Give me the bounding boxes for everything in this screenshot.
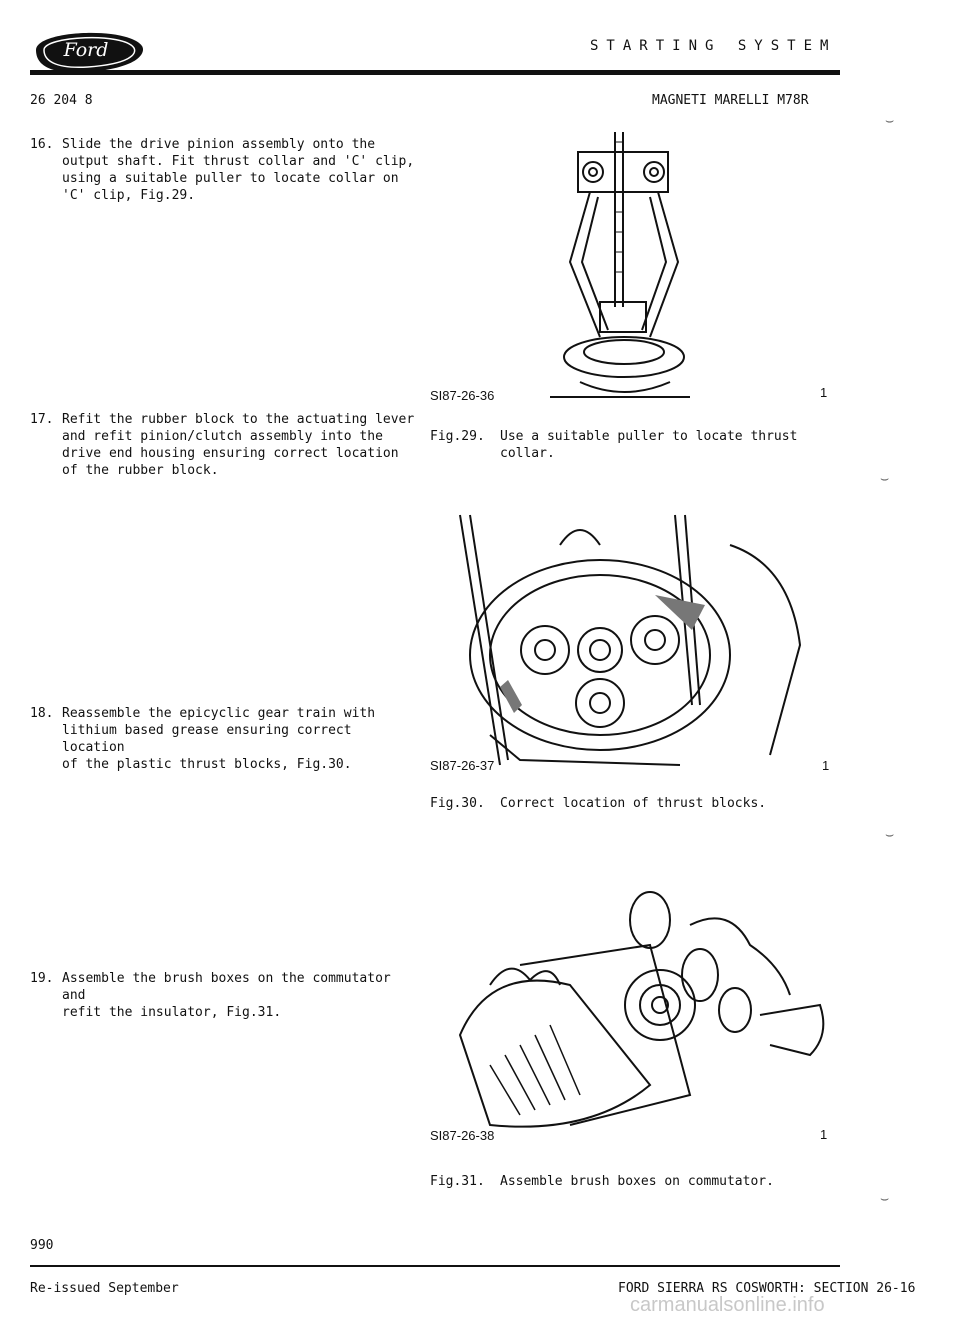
puller-illustration bbox=[430, 112, 730, 402]
caption-text: Correct location of thrust blocks. bbox=[500, 796, 767, 811]
caption-text: Use a suitable puller to locate thrust collar. bbox=[500, 429, 798, 461]
figure-31-illustration bbox=[430, 885, 830, 1139]
caption-number: Fig.30. bbox=[430, 796, 485, 811]
caption-number: Fig.31. bbox=[430, 1174, 485, 1189]
margin-tick: ⌣ bbox=[880, 470, 890, 486]
header-rule bbox=[30, 70, 840, 75]
section-reference: FORD SIERRA RS COSWORTH: SECTION 26-16 bbox=[618, 1281, 916, 1296]
document-number: 26 204 8 bbox=[30, 93, 93, 108]
step-17 bbox=[30, 411, 430, 479]
step-text: Assemble the brush boxes on the commutator and refit the insulator, Fig.31. bbox=[62, 971, 391, 1020]
margin-tick: ⌣ bbox=[880, 1190, 890, 1206]
step-18 bbox=[30, 705, 430, 773]
figure-30-caption bbox=[430, 795, 830, 812]
figure-29-ref: SI87-26-36 bbox=[430, 388, 495, 403]
figure-29-caption bbox=[430, 428, 830, 462]
footer-rule bbox=[30, 1265, 840, 1267]
step-number: 18. bbox=[30, 706, 54, 721]
caption-number: Fig.29. bbox=[430, 429, 485, 444]
figure-31-ref: SI87-26-38 bbox=[430, 1128, 495, 1143]
figure-30-ref: SI87-26-37 bbox=[430, 758, 495, 773]
margin-tick: ⌣ bbox=[885, 112, 895, 128]
issue-note: Re-issued September bbox=[30, 1281, 179, 1296]
step-text: Reassemble the epicyclic gear train with lithium based grease ensuring correct location of the plastic thrust blocks, Fig.30. bbox=[62, 706, 376, 772]
step-number: 16. bbox=[30, 137, 54, 152]
figure-31-caption bbox=[430, 1173, 830, 1190]
gear-train-illustration bbox=[430, 505, 810, 775]
step-text: Refit the rubber block to the actuating lever and refit pinion/clutch assembly into the drive end housing ensuring correct location of the rubber block. bbox=[62, 412, 415, 478]
figure-31-mark: 1 bbox=[820, 1127, 828, 1142]
step-text: Slide the drive pinion assembly onto the output shaft. Fit thrust collar and 'C' clip, using a suitable puller to locate collar on 'C' clip, Fig.29. bbox=[62, 137, 415, 203]
margin-tick: ⌣ bbox=[885, 826, 895, 842]
caption-text: Assemble brush boxes on commutator. bbox=[500, 1174, 774, 1189]
figure-29-mark: 1 bbox=[820, 385, 828, 400]
page-number: 990 bbox=[30, 1238, 54, 1253]
figure-30-illustration bbox=[430, 505, 810, 779]
step-16 bbox=[30, 136, 430, 204]
model-name: MAGNETI MARELLI M78R bbox=[652, 93, 809, 108]
step-number: 17. bbox=[30, 412, 54, 427]
figure-30-mark: 1 bbox=[822, 758, 830, 773]
brush-box-illustration bbox=[430, 885, 830, 1135]
step-number: 19. bbox=[30, 971, 54, 986]
section-title: STARTING SYSTEM bbox=[590, 38, 837, 54]
figure-29-illustration bbox=[430, 112, 730, 406]
watermark: carmanualsonline.info bbox=[630, 1294, 825, 1316]
svg-text:Ford: Ford bbox=[63, 39, 109, 61]
step-19 bbox=[30, 970, 430, 1021]
